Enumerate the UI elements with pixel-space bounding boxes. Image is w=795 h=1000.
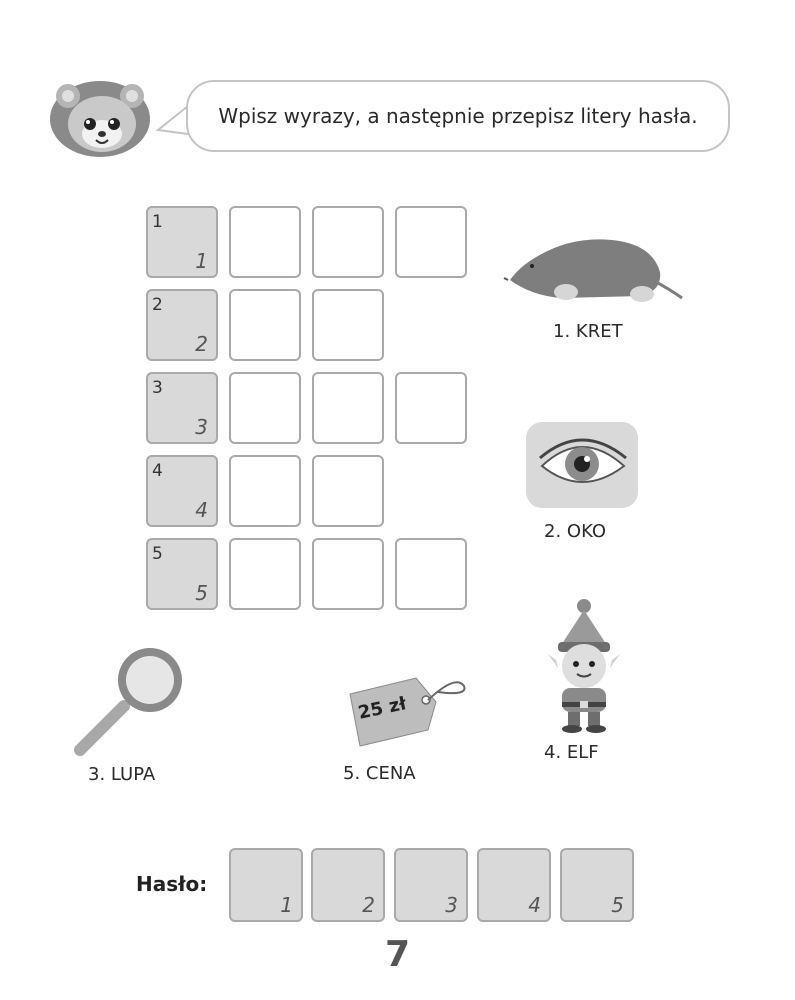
crossword-cell-1-1[interactable] [146, 206, 218, 278]
crossword-cell-3-1[interactable] [146, 372, 218, 444]
answer-slot-2[interactable] [311, 848, 385, 922]
answer-label: Hasło: [136, 872, 208, 896]
row-number: 4 [152, 461, 163, 481]
answer-slot-5[interactable] [560, 848, 634, 922]
answer-letter-index: 1 [195, 249, 208, 273]
row-number: 5 [152, 544, 163, 564]
crossword-cell-3-2[interactable] [229, 372, 301, 444]
crossword-cell-2-1[interactable] [146, 289, 218, 361]
crossword-cell-3-3[interactable] [312, 372, 384, 444]
answer-slot-number: 3 [445, 893, 458, 917]
clue-cena: 5. CENA [343, 763, 416, 784]
crossword-cell-1-4[interactable] [395, 206, 467, 278]
answer-letter-index: 3 [195, 415, 208, 439]
bubble-tail [156, 104, 190, 140]
answer-slot-4[interactable] [477, 848, 551, 922]
answer-slot-number: 5 [611, 893, 624, 917]
lion-mascot-icon [46, 74, 154, 160]
clue-oko: 2. OKO [544, 521, 607, 542]
answer-slot-3[interactable] [394, 848, 468, 922]
magnifier-icon [72, 642, 192, 758]
row-number: 3 [152, 378, 163, 398]
answer-letter-index: 4 [195, 498, 208, 522]
crossword-cell-4-3[interactable] [312, 455, 384, 527]
instruction-bubble [186, 80, 730, 152]
crossword-cell-1-2[interactable] [229, 206, 301, 278]
price-tag-icon [346, 672, 470, 748]
crossword-cell-4-1[interactable] [146, 455, 218, 527]
row-number: 2 [152, 295, 163, 315]
crossword-cell-5-4[interactable] [395, 538, 467, 610]
clue-kret: 1. KRET [553, 321, 623, 342]
crossword-cell-5-1[interactable] [146, 538, 218, 610]
price-tag-text: 25 zł [356, 693, 409, 724]
answer-letter-index: 5 [195, 581, 208, 605]
crossword-cell-5-2[interactable] [229, 538, 301, 610]
mole-icon [502, 232, 686, 306]
answer-slot-1[interactable] [229, 848, 303, 922]
answer-slot-number: 1 [280, 893, 293, 917]
row-number: 1 [152, 212, 163, 232]
page-number: 7 [384, 934, 411, 975]
answer-slot-number: 2 [362, 893, 375, 917]
eye-icon [526, 422, 638, 508]
elf-icon [548, 598, 620, 736]
instruction-text: Wpisz wyrazy, a następnie przepisz litery hasła. [218, 104, 698, 128]
answer-letter-index: 2 [195, 332, 208, 356]
clue-elf: 4. ELF [544, 742, 599, 763]
crossword-cell-2-3[interactable] [312, 289, 384, 361]
answer-slot-number: 4 [528, 893, 541, 917]
clue-lupa: 3. LUPA [88, 764, 156, 785]
crossword-cell-4-2[interactable] [229, 455, 301, 527]
crossword-cell-1-3[interactable] [312, 206, 384, 278]
crossword-cell-5-3[interactable] [312, 538, 384, 610]
crossword-cell-3-4[interactable] [395, 372, 467, 444]
crossword-cell-2-2[interactable] [229, 289, 301, 361]
